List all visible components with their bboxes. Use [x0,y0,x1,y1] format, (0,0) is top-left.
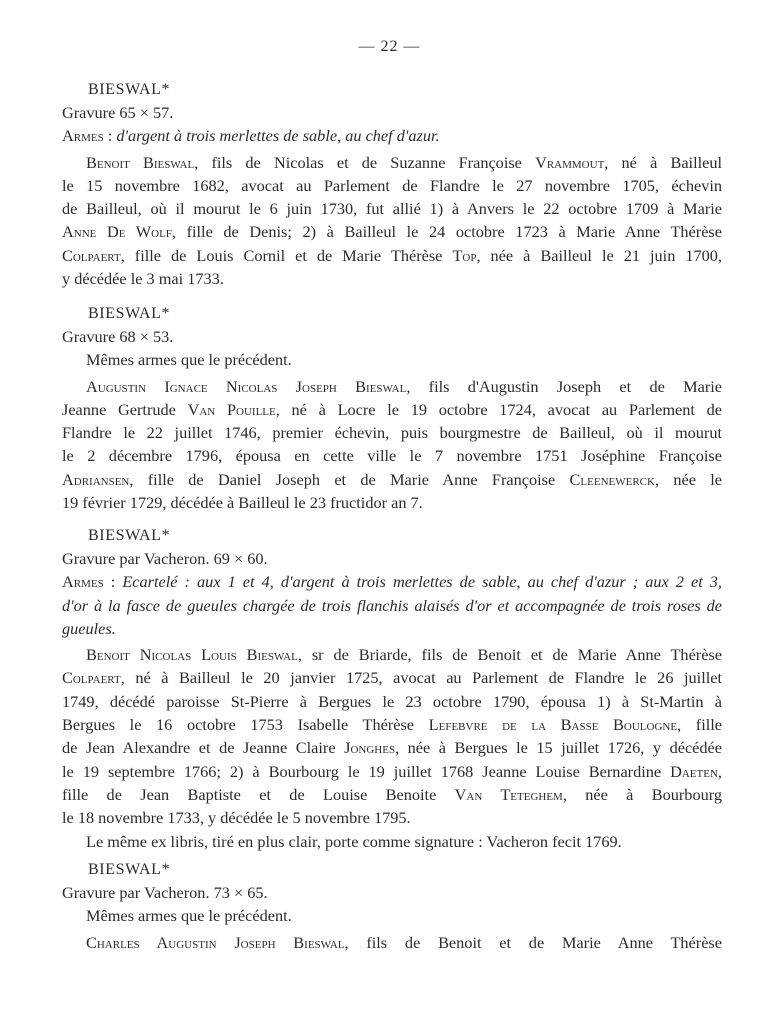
armes-text: d'argent à trois merlettes de sable, au chef d'azur. [116,126,440,146]
gravure-line: Gravure 65 × 57. [62,103,174,122]
entry-4 [62,858,722,954]
bio-line: Adriansen, fille de Daniel Joseph et de Marie Anne Françoise Cleenewerck, née le [62,469,722,489]
entry-heading: BIESWAL* [88,81,171,98]
bio-line: y décédée le 3 mai 1733. [62,269,224,289]
armes-label: Armes : [62,572,116,592]
armes-text: Ecartelé : aux 1 et 4, d'argent à trois merlettes de sable, au chef d'azur ; aux 2 et 3, [122,572,722,592]
entry-heading: BIESWAL* [88,861,171,878]
page-number: — 22 — [358,38,421,55]
bio-line: Augustin Ignace Nicolas Joseph Bieswal, fils d'Augustin Joseph et de Marie [86,376,722,396]
bio-line: Colpaert, né à Bailleul le 20 janvier 1725, avocat au Parlement de Flandre le 26 juillet [62,668,722,688]
memes-armes-line: Mêmes armes que le précédent. [86,350,292,370]
entry-3 [62,524,722,853]
gravure-line: Gravure 68 × 53. [62,327,174,346]
bio-line: Colpaert, fille de Louis Cornil et de Marie Thérèse Top, née à Bailleul le 21 juin 1700, [62,245,722,265]
bio-line: le 18 novembre 1733, y décédée le 5 novembre 1795. [62,808,411,828]
armes-line [62,570,722,593]
bio-line: Benoit Nicolas Louis Bieswal, sr de Briarde, fils de Benoit et de Marie Anne Thérèse [86,645,723,665]
memes-armes-line: Mêmes armes que le précédent. [86,906,292,926]
entry-heading: BIESWAL* [88,305,171,322]
note-line: Le même ex libris, tiré en plus clair, porte comme signature : Vacheron fecit 1769. [86,831,622,851]
entry-1 [62,78,722,290]
entry-heading: BIESWAL* [88,527,171,544]
bio-line: le 15 novembre 1682, avocat au Parlement de Flandre le 27 novembre 1705, échevin [62,175,722,195]
bio-line: Jeanne Gertrude Van Pouille, né à Locre le 19 octobre 1724, avocat au Parlement de [62,399,723,419]
bio-line: Bergues le 16 octobre 1753 Isabelle Thérèse Lefebvre de la Basse Boulogne, fille [62,715,722,735]
entry-2 [62,302,722,514]
bio-line: le 19 septembre 1766; 2) à Bourbourg le 19 juillet 1768 Jeanne Louise Bernardine Daeten, [62,761,722,781]
armes-line: d'or à la fasce de gueules chargée de trois flanchis alaisés d'or et accompagnée de trois roses de [62,595,722,615]
bio-line: Charles Augustin Joseph Bieswal, fils de Benoit et de Marie Anne Thérèse [86,932,722,952]
bio-line: Benoit Bieswal, fils de Nicolas et de Suzanne Françoise Vrammout, né à Bailleul [86,152,723,172]
bio-line: Anne De Wolf, fille de Denis; 2) à Bailleul le 24 octobre 1723 à Marie Anne Thérèse [62,222,722,242]
bio-line: de Jean Alexandre et de Jeanne Claire Jonghes, née à Bergues le 15 juillet 1726, y décédée [62,738,722,758]
armes-label: Armes : [62,126,113,146]
armes-line: gueules. [62,618,116,638]
bio-line: de Bailleul, où il mourut le 6 juin 1730, fut allié 1) à Anvers le 22 octobre 1709 à Marie [62,199,722,219]
bio-line: 19 février 1729, décédée à Bailleul le 23 fructidor an 7. [62,493,423,513]
bio-line: Flandre le 22 juillet 1746, premier échevin, puis bourgmestre de Bailleul, où il mourut [62,423,722,443]
armes-line [62,124,722,147]
bio-line: 1749, décédé paroisse St-Pierre à Bergues le 23 octobre 1790, épousa 1) à St-Martin à [62,691,722,711]
gravure-line: Gravure par Vacheron. 69 × 60. [62,549,268,568]
bio-line: fille de Jean Baptiste et de Louise Benoite Van Teteghem, née à Bourbourg [62,784,722,804]
gravure-line: Gravure par Vacheron. 73 × 65. [62,883,268,902]
bio-line: le 2 décembre 1796, épousa en cette ville le 7 novembre 1751 Joséphine Françoise [62,446,722,466]
